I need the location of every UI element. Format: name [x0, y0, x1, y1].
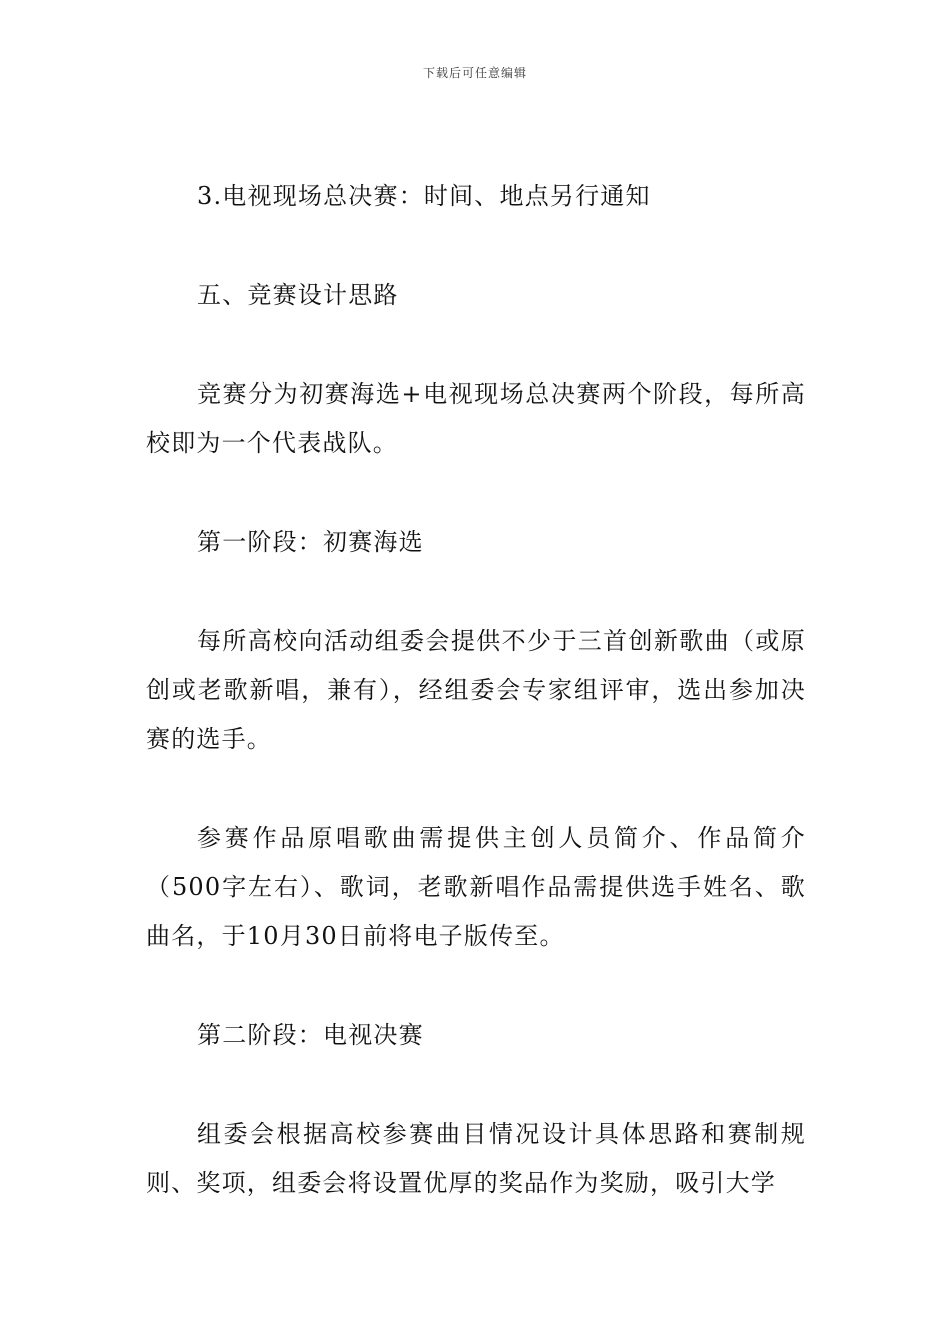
paragraph-stage-two-detail: 组委会根据高校参赛曲目情况设计具体思路和赛制规则、奖项，组委会将设置优厚的奖品作为奖励，吸引大学 — [146, 1120, 806, 1197]
subheading-stage-one: 第一阶段：初赛海选 — [197, 528, 424, 556]
paragraph-gap — [146, 567, 806, 617]
document-body — [146, 172, 806, 1208]
paragraph-final-schedule: 3.电视现场总决赛：时间、地点另行通知 — [197, 182, 651, 210]
subheading-stage-two: 第二阶段：电视决赛 — [197, 1021, 424, 1049]
paragraph-competition-stages: 竞赛分为初赛海选+电视现场总决赛两个阶段，每所高校即为一个代表战队。 — [146, 380, 806, 457]
page-header-note: 下载后可任意编辑 — [422, 66, 527, 80]
paragraph-gap — [146, 961, 806, 1011]
paragraph-gap — [146, 320, 806, 370]
paragraph-gap — [146, 221, 806, 271]
paragraph-stage-one-detail: 每所高校向活动组委会提供不少于三首创新歌曲（或原创或老歌新唱，兼有），经组委会专家组评审，选出参加决赛的选手。 — [146, 627, 806, 753]
paragraph-gap — [146, 1060, 806, 1110]
paragraph-gap — [146, 764, 806, 814]
paragraph-submission-requirements: 参赛作品原唱歌曲需提供主创人员简介、作品简介（500字左右）、歌词，老歌新唱作品需提供选手姓名、歌曲名，于10月30日前将电子版传至。 — [146, 824, 806, 950]
section-heading-design: 五、竞赛设计思路 — [197, 281, 399, 309]
paragraph-gap — [146, 468, 806, 518]
